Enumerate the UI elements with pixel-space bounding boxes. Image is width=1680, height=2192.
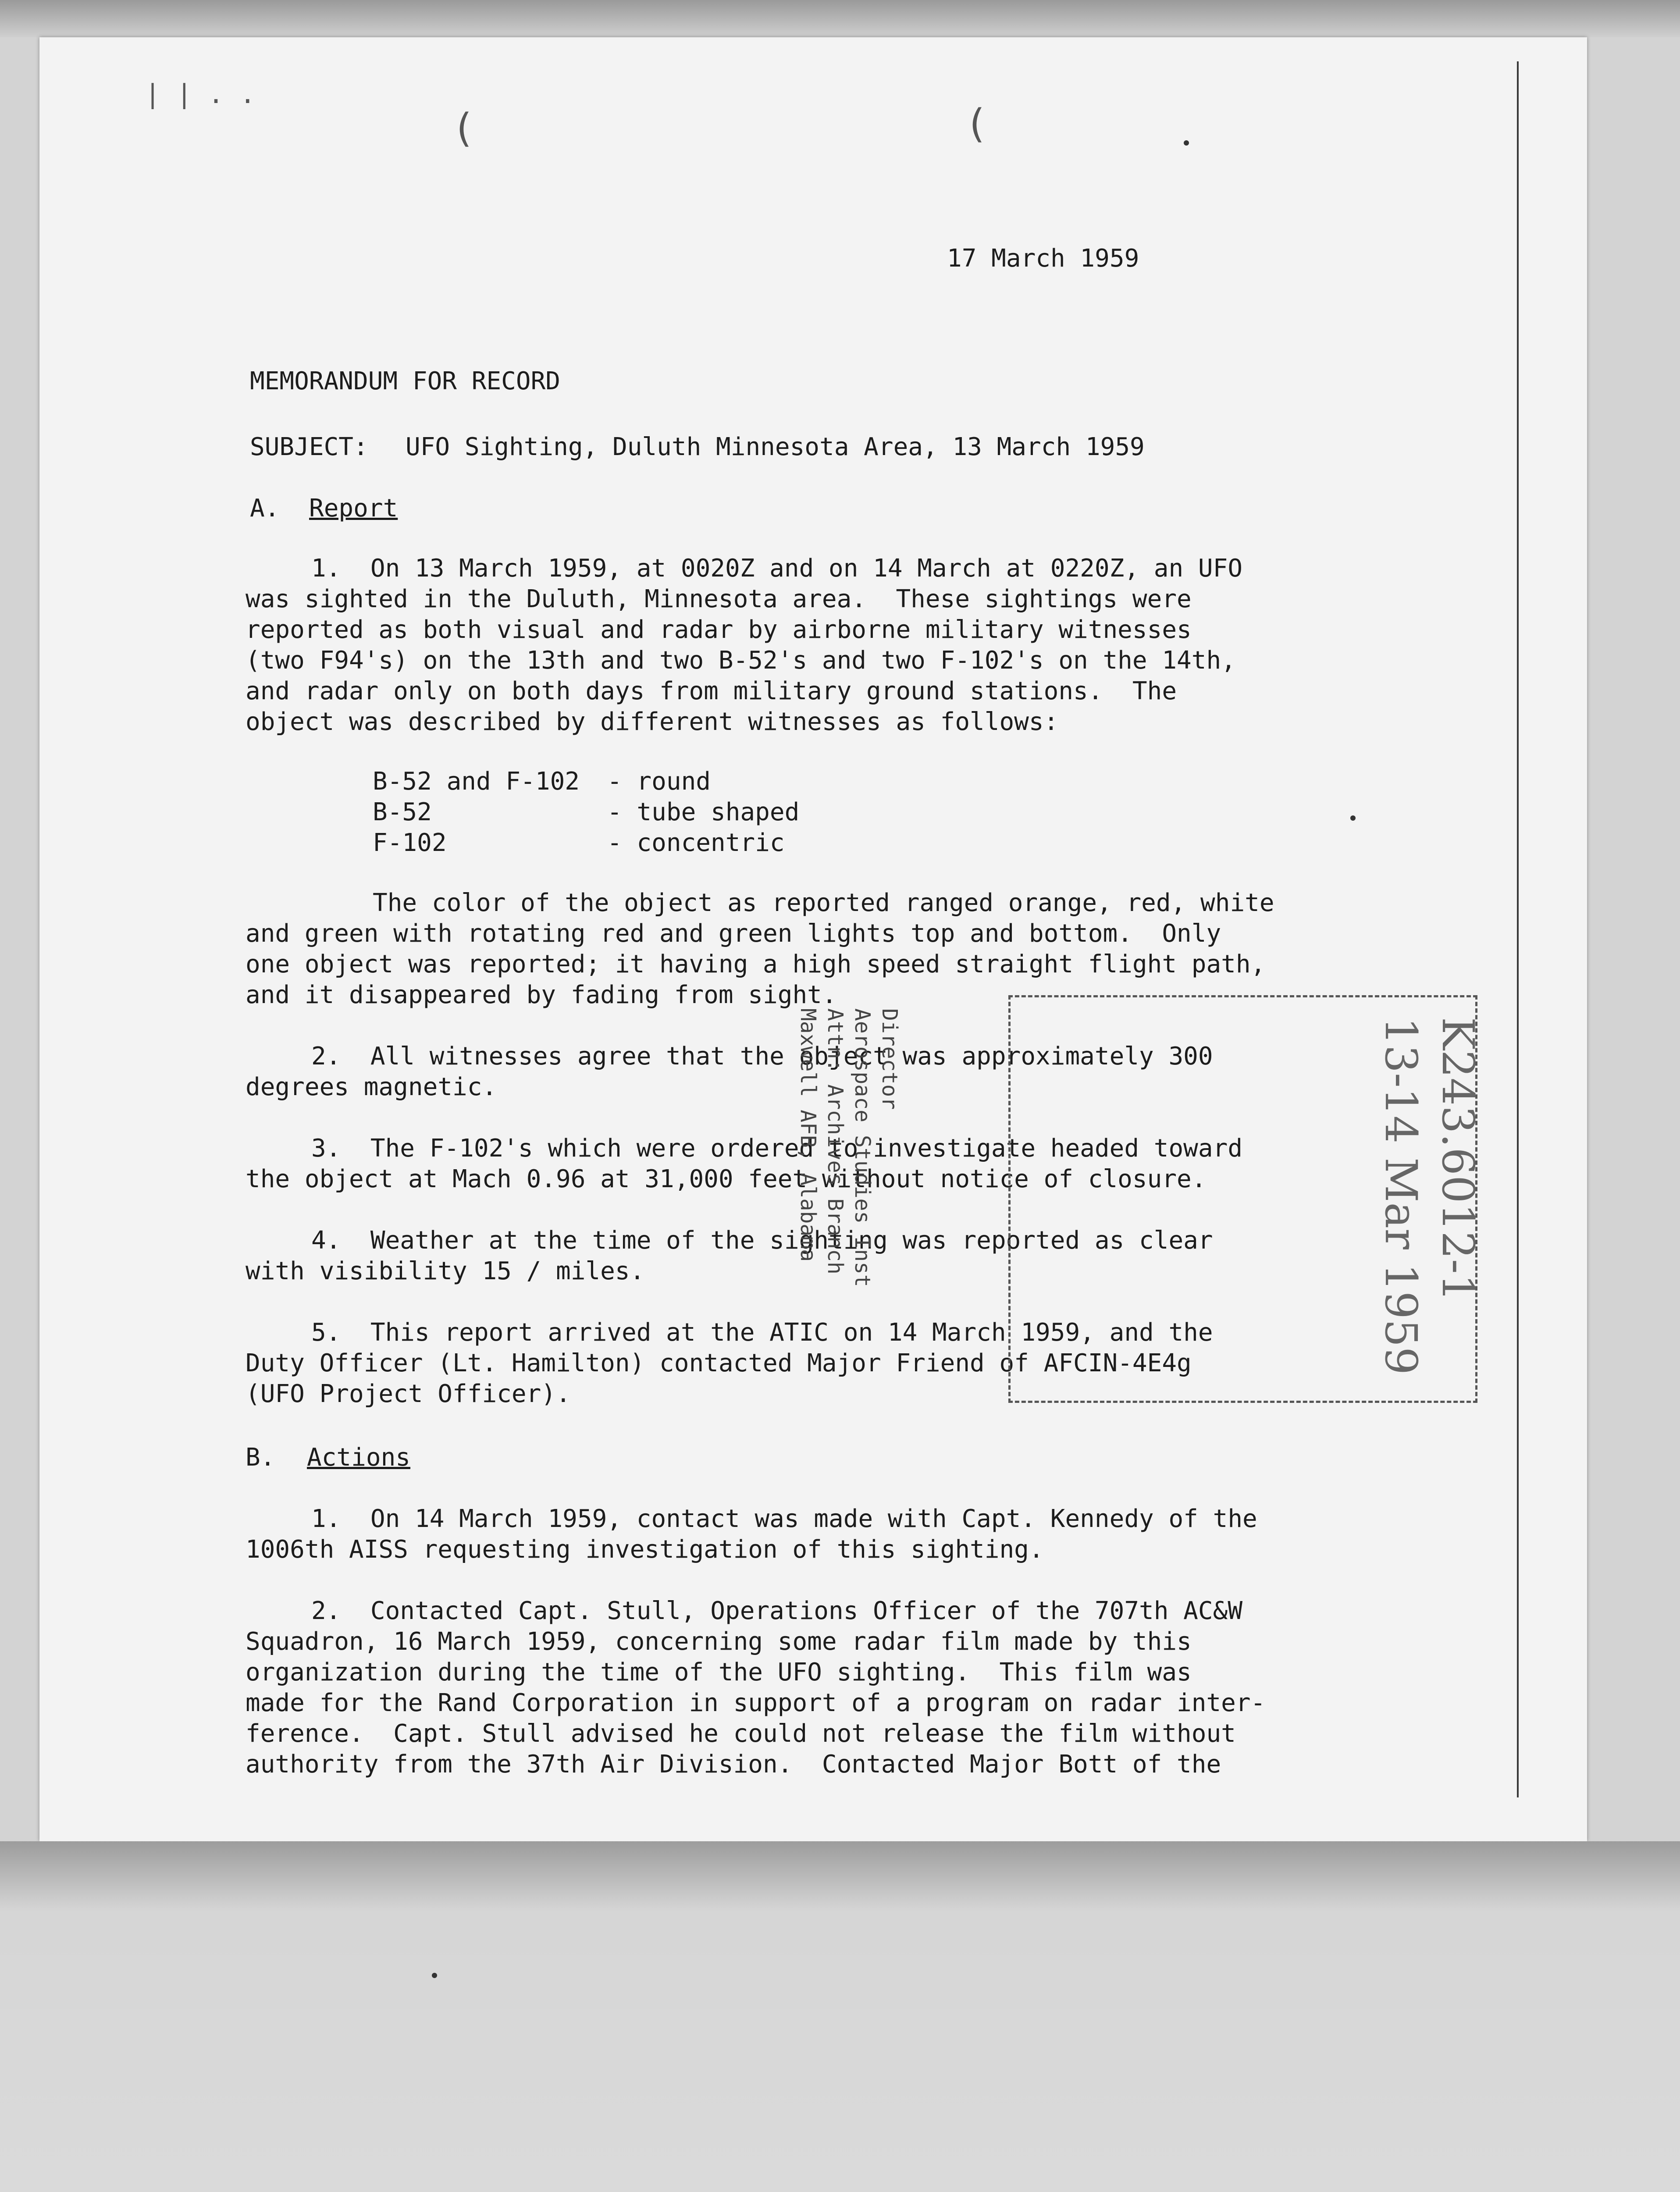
para-a5-line: (UFO Project Officer). xyxy=(246,1380,571,1408)
color-para-line: The color of the object as reported ranged orange, red, white xyxy=(373,889,1274,917)
para-a5-line: Duty Officer (Lt. Hamilton) contacted Major Friend of AFCIN-4E4g xyxy=(246,1349,1192,1377)
para-a4-line: with visibility 15 / miles. xyxy=(246,1257,645,1285)
scan-mark: ( xyxy=(452,105,476,151)
color-para-line: one object was reported; it having a high speed straight flight path, xyxy=(246,950,1266,979)
scan-bottom-area xyxy=(0,1841,1680,2192)
color-para-line: and green with rotating red and green lights top and bottom. Only xyxy=(246,919,1221,948)
para-b2-line: organization during the time of the UFO sighting. This film was xyxy=(246,1658,1192,1687)
para-a1-line: 1. On 13 March 1959, at 0020Z and on 14 March at 0220Z, an UFO xyxy=(311,554,1243,583)
para-b1-line: 1. On 14 March 1959, contact was made with Capt. Kennedy of the xyxy=(311,1505,1257,1533)
para-a2-line: 2. All witnesses agree that the object was approximately 300 xyxy=(311,1042,1213,1071)
para-b2-line: authority from the 37th Air Division. Contacted Major Bott of the xyxy=(246,1750,1221,1779)
para-a1-line: and radar only on both days from military ground stations. The xyxy=(246,677,1177,705)
para-b2-line: 2. Contacted Capt. Stull, Operations Officer of the 707th AC&W xyxy=(311,1597,1243,1625)
description-shape: - round xyxy=(607,767,711,796)
para-b2-line: ference. Capt. Stull advised he could not release the film without xyxy=(246,1719,1236,1748)
section-b-letter: B. xyxy=(246,1443,275,1472)
para-a1-line: reported as both visual and radar by airborne military witnesses xyxy=(246,616,1192,644)
para-a3-line: the object at Mach 0.96 at 31,000 feet without notice of closure. xyxy=(246,1165,1207,1193)
section-a-title: Report xyxy=(309,494,398,523)
description-shape: - concentric xyxy=(607,829,785,857)
para-b1-line: 1006th AISS requesting investigation of this sighting. xyxy=(246,1535,1044,1564)
call-number-line: 13-14 Mar 1959 xyxy=(1375,1017,1427,1375)
scan-mark: ( xyxy=(965,101,989,147)
stamp-line: Director xyxy=(877,1008,902,1110)
memo-title: MEMORANDUM FOR RECORD xyxy=(250,367,561,395)
subject-label: SUBJECT: xyxy=(250,433,368,461)
para-a3-line: 3. The F-102's which were ordered to investigate headed toward xyxy=(311,1134,1243,1163)
para-a4-line: 4. Weather at the time of the sighting was reported as clear xyxy=(311,1226,1213,1255)
para-a2-line: degrees magnetic. xyxy=(246,1073,497,1101)
stamp-line: Aerospace Studies Inst xyxy=(850,1008,875,1287)
archive-call-number xyxy=(1346,1017,1486,1455)
call-number-line: K243.6012-1 xyxy=(1432,1017,1484,1302)
description-shape: - tube shaped xyxy=(607,798,800,826)
description-aircraft: F-102 xyxy=(373,829,447,857)
scan-mark: | | . . xyxy=(145,79,256,110)
description-aircraft: B-52 xyxy=(373,798,432,826)
stamp-line: Attn: Archives Branch xyxy=(823,1008,847,1274)
stamp-line: Maxwell AFB, Alabama xyxy=(796,1008,820,1262)
para-a5-line: 5. This report arrived at the ATIC on 14 March 1959, and the xyxy=(311,1318,1213,1347)
memo-date: 17 March 1959 xyxy=(947,244,1139,273)
para-a1-line: object was described by different witnesses as follows: xyxy=(246,708,1059,736)
section-b-title: Actions xyxy=(307,1443,411,1472)
para-b2-line: made for the Rand Corporation in support of a program on radar inter- xyxy=(246,1689,1266,1717)
section-a-letter: A. xyxy=(250,494,280,523)
para-a1-line: was sighted in the Duluth, Minnesota area. These sightings were xyxy=(246,585,1192,613)
subject-text: UFO Sighting, Duluth Minnesota Area, 13 March 1959 xyxy=(406,433,1145,461)
para-a1-line: (two F94's) on the 13th and two B-52's and two F-102's on the 14th, xyxy=(246,646,1236,675)
description-aircraft: B-52 and F-102 xyxy=(373,767,580,796)
scan-speck xyxy=(432,1973,437,1978)
para-b2-line: Squadron, 16 March 1959, concerning some radar film made by this xyxy=(246,1627,1192,1656)
archive-stamp-typed xyxy=(772,1008,903,1447)
color-para-line: and it disappeared by fading from sight. xyxy=(246,981,837,1009)
